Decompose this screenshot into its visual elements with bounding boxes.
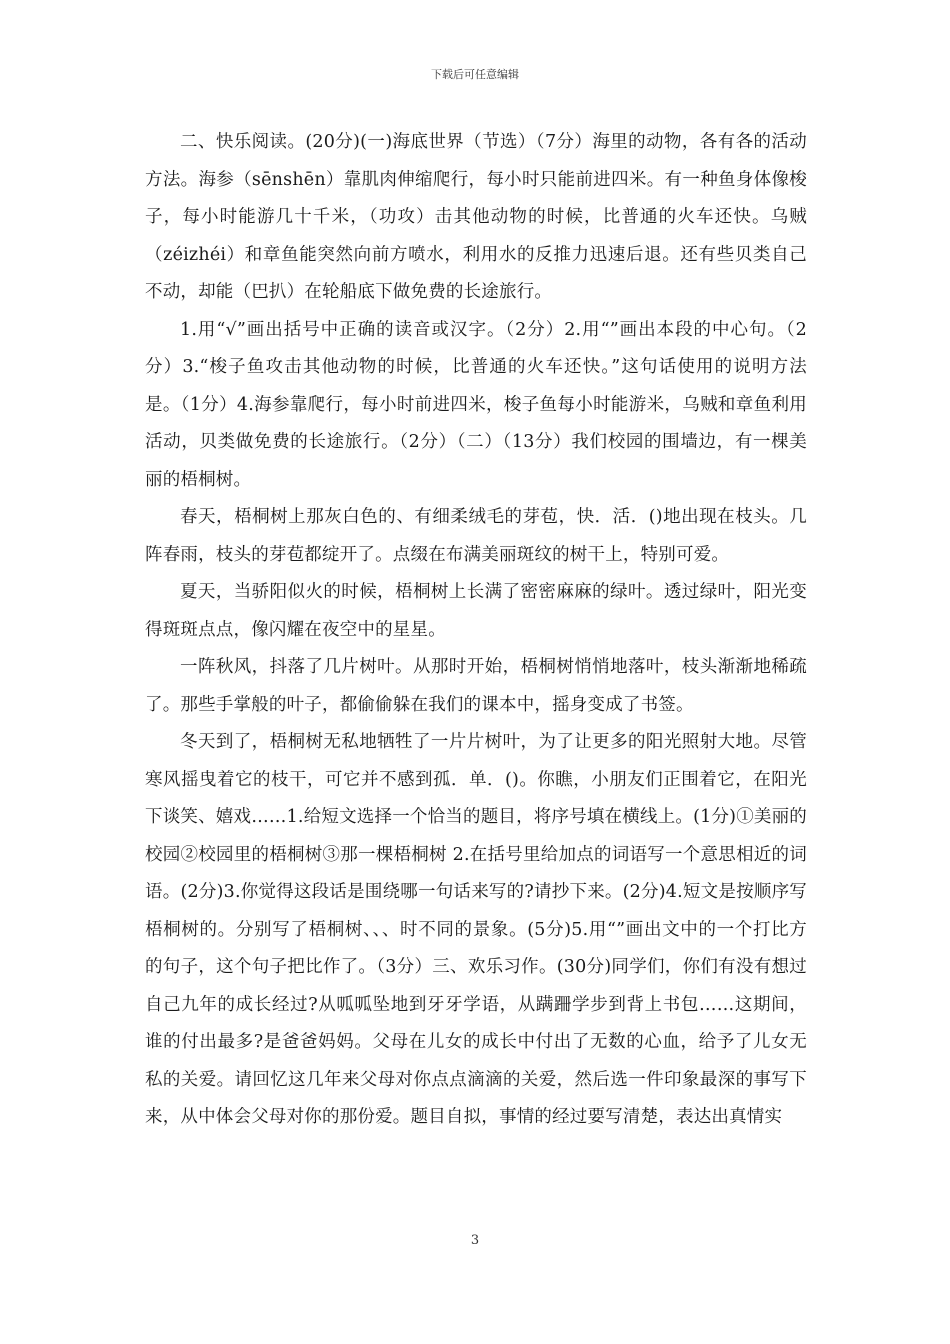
document-body xyxy=(145,124,807,1137)
paragraph-questions-1: 1.用“√”画出括号中正确的读音或汉字。（2分）2.用“”画出本段的中心句。（2分）3.“梭子鱼攻击其他动物的时候，比普通的火车还快。”这句话使用的说明方法是。（1分）4.海参靠爬行，每小时前进四米，梭子鱼每小时能游米，乌贼和章鱼利用活动，贝类做免费的长途旅行。（2分）（二）（13分）我们校园的围墙边，有一棵美丽的梧桐树。 xyxy=(145,319,807,490)
page-number: 3 xyxy=(470,1233,480,1248)
paragraph-winter-and-writing: 冬天到了，梧桐树无私地牺牲了一片片树叶，为了让更多的阳光照射大地。尽管寒风摇曳着它的枝干，可它并不感到孤．单．()。你瞧，小朋友们正围着它，在阳光下谈笑、嬉戏……1.给短文选择一个恰当的题目，将序号填在横线上。(1分)①美丽的校园②校园里的梧桐树③那一棵梧桐树 2.在括号里给加点的词语写一个意思相近的词语。(2分)3.你觉得这段话是围绕哪一句话来写的?请抄下来。(2分)4.短文是按顺序写梧桐树的。分别写了梧桐树、、、时不同的景象。(5分)5.用“”画出文中的一个打比方的句子，这个句子把比作了。（3分）三、欢乐习作。(30分)同学们，你们有没有想过自己九年的成长经过?从呱呱坠地到牙牙学语，从蹒跚学步到背上书包……这期间，谁的付出最多?是爸爸妈妈。父母在儿女的成长中付出了无数的心血，给予了儿女无私的关爱。请回忆这几年来父母对你点点滴滴的关爱，然后选一件印象最深的事写下来，从中体会父母对你的那份爱。题目自拟，事情的经过要写清楚，表达出真情实 xyxy=(145,732,807,1127)
paragraph-spring: 春天，梧桐树上那灰白色的、有细柔绒毛的芽苞，快．活．()地出现在枝头。几阵春雨，枝头的芽苞都绽开了。点缀在布满美丽斑纹的树干上，特别可爱。 xyxy=(145,507,807,565)
page-header: 下载后可任意编辑 xyxy=(431,68,519,81)
paragraph-autumn: 一阵秋风，抖落了几片树叶。从那时开始，梧桐树悄悄地落叶，枝头渐渐地稀疏了。那些手掌般的叶子，都偷偷躲在我们的课本中，摇身变成了书签。 xyxy=(145,657,807,715)
paragraph-summer: 夏天，当骄阳似火的时候，梧桐树上长满了密密麻麻的绿叶。透过绿叶，阳光变得斑斑点点，像闪耀在夜空中的星星。 xyxy=(145,582,807,640)
paragraph-reading-section: 二、快乐阅读。(20分)(一)海底世界（节选）（7分）海里的动物，各有各的活动方法。海参（sēnshēn）靠肌肉伸缩爬行，每小时只能前进四米。有一种鱼身体像梭子，每小时能游几十千米，（功攻）击其他动物的时候，比普通的火车还快。乌贼（zéizhéi）和章鱼能突然向前方喷水，利用水的反推力迅速后退。还有些贝类自己不动，却能（巴扒）在轮船底下做免费的长途旅行。 xyxy=(145,132,807,302)
